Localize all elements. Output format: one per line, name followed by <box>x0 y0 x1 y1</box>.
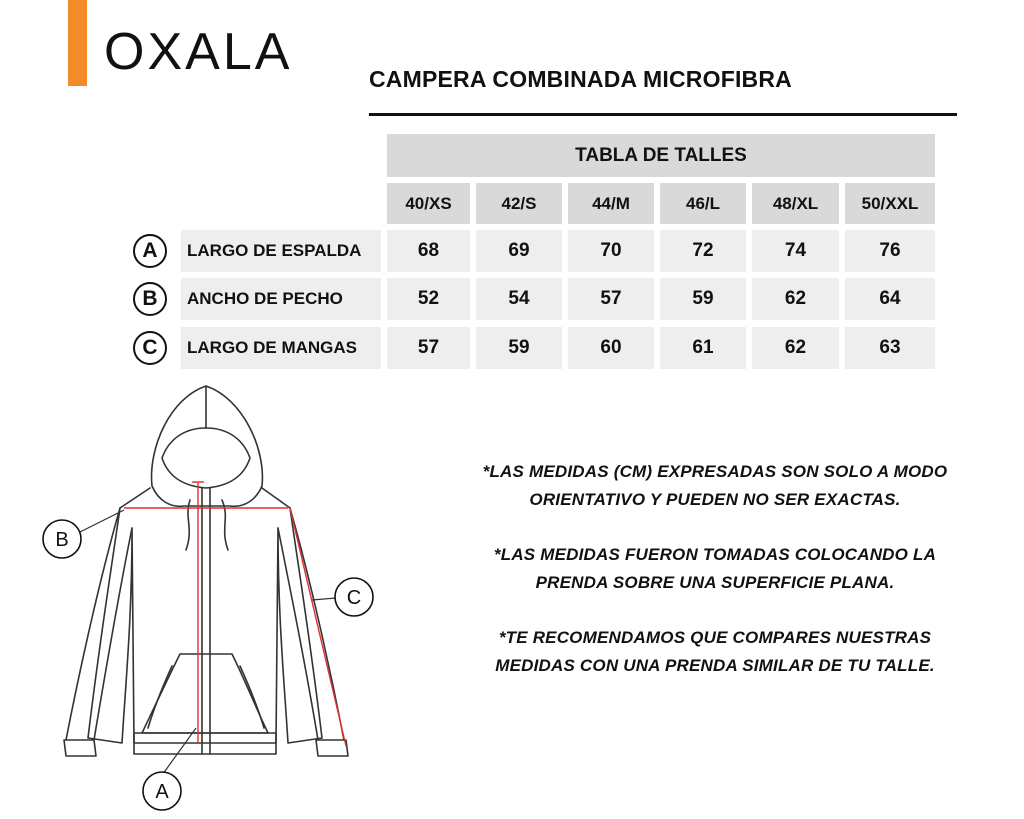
row-c-value: 59 <box>476 327 562 369</box>
row-a-value: 69 <box>476 230 562 272</box>
size-header-xl: 48/XL <box>752 183 839 224</box>
row-c-value: 62 <box>752 327 839 369</box>
size-header-m: 44/M <box>568 183 654 224</box>
row-b-value: 57 <box>568 278 654 320</box>
row-c-label: LARGO DE MANGAS <box>181 327 381 369</box>
note-compare-garment: *TE RECOMENDAMOS QUE COMPARES NUESTRAS MEDIDAS CON UNA PRENDA SIMILAR DE TU TALLE. <box>495 628 935 675</box>
row-a-badge: A <box>133 234 167 268</box>
title-divider <box>369 113 957 116</box>
row-b-value: 64 <box>845 278 935 320</box>
label-b: B <box>55 529 69 551</box>
size-header-s: 42/S <box>476 183 562 224</box>
row-a-value: 76 <box>845 230 935 272</box>
row-b-badge: B <box>133 282 167 316</box>
notes-block <box>470 458 960 707</box>
row-c-value: 60 <box>568 327 654 369</box>
hood-opening <box>162 428 250 488</box>
product-title: CAMPERA COMBINADA MICROFIBRA <box>369 66 792 92</box>
size-table-title: TABLA DE TALLES <box>387 134 935 177</box>
row-a-value: 68 <box>387 230 470 272</box>
row-b-value: 62 <box>752 278 839 320</box>
note-measures-approx: *LAS MEDIDAS (CM) EXPRESADAS SON SOLO A MODO ORIENTATIVO Y PUEDEN NO SER EXACTAS. <box>482 462 948 509</box>
row-a-value: 72 <box>660 230 746 272</box>
size-header-xs: 40/XS <box>387 183 470 224</box>
label-a: A <box>155 781 169 803</box>
body-outline <box>88 488 322 743</box>
row-b-value: 52 <box>387 278 470 320</box>
hoodie-diagram <box>30 378 390 818</box>
row-c-value: 57 <box>387 327 470 369</box>
brand-logo: OXALA <box>104 23 293 81</box>
row-b-value: 54 <box>476 278 562 320</box>
size-header-l: 46/L <box>660 183 746 224</box>
row-c-value: 63 <box>845 327 935 369</box>
row-b-label: ANCHO DE PECHO <box>181 278 381 320</box>
row-b-value: 59 <box>660 278 746 320</box>
row-c-badge: C <box>133 331 167 365</box>
right-cuff <box>316 740 348 756</box>
row-a-value: 70 <box>568 230 654 272</box>
note-flat-surface: *LAS MEDIDAS FUERON TOMADAS COLOCANDO LA PRENDA SOBRE UNA SUPERFICIE PLANA. <box>493 545 937 592</box>
row-a-label: LARGO DE ESPALDA <box>181 230 381 272</box>
size-header-xxl: 50/XXL <box>845 183 935 224</box>
row-a-value: 74 <box>752 230 839 272</box>
brand-accent-bar <box>68 0 87 86</box>
left-cuff <box>64 740 96 756</box>
label-c: C <box>346 587 362 609</box>
row-c-value: 61 <box>660 327 746 369</box>
